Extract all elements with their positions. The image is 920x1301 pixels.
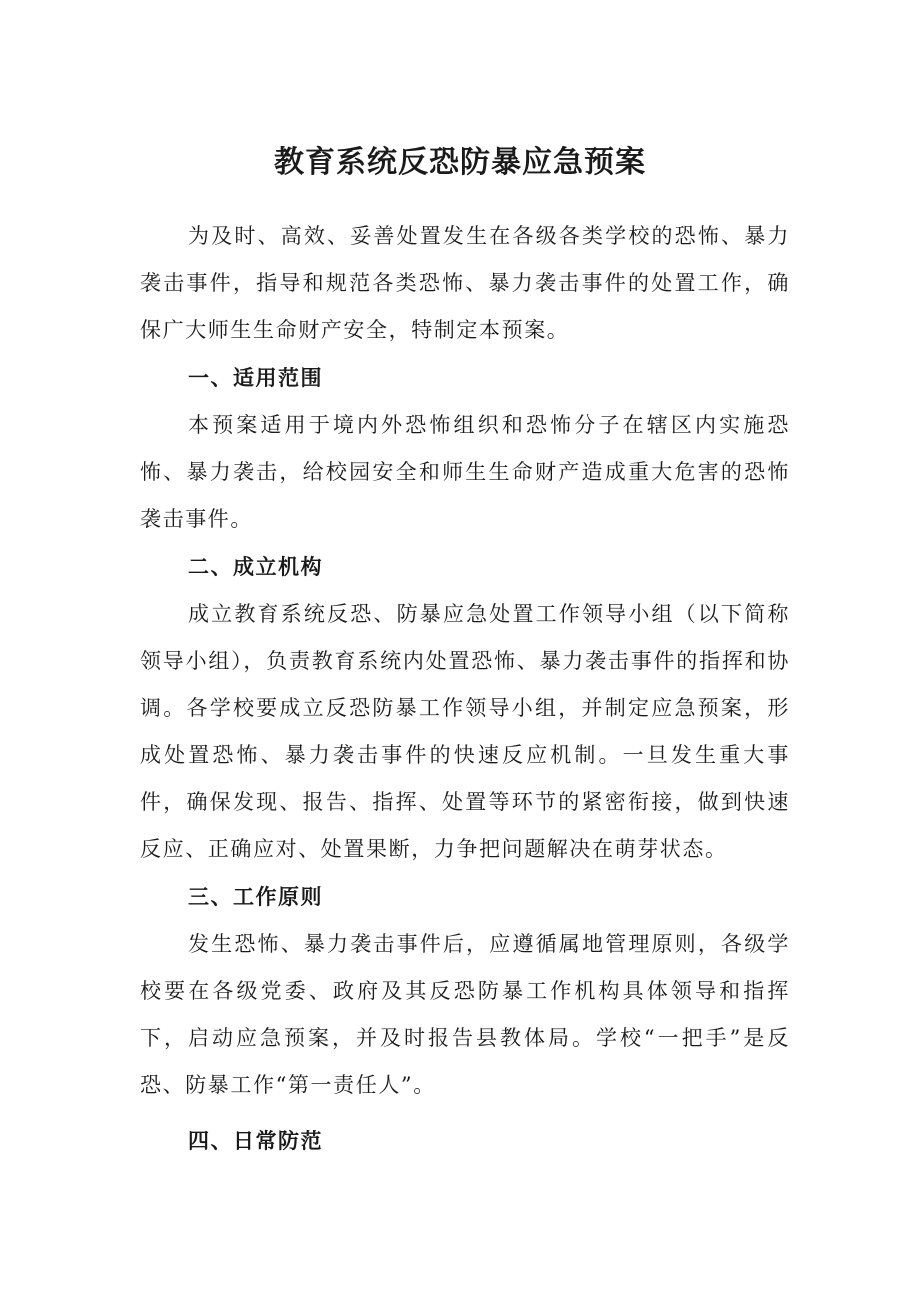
section-text-organization: 成立教育系统反恐、防暴应急处置工作领导小组（以下简称领导小组），负责教育系统内处置恐怖、暴力袭击事件的指挥和协调。各学校要成立反恐防暴工作领导小组，并制定应急预案，形成处置恐怖、暴力袭击事件的快速反应机制。一旦发生重大事件，确保发现、报告、指挥、处置等环节的紧密衔接，做到快速反应、正确应对、处置果断，力争把问题解决在萌芽状态。 bbox=[140, 602, 790, 861]
section-heading-prevention: 四、日常防范 bbox=[188, 1129, 323, 1153]
section-text-principles: 发生恐怖、暴力袭击事件后，应遵循属地管理原则，各级学校要在各级党委、政府及其反恐防暴工作机构具体领导和指挥下，启动应急预案，并及时报告县教体局。学校“一把手”是反恐、防暴工作“第一责任人”。 bbox=[140, 932, 790, 1097]
section-text-scope: 本预案适用于境内外恐怖组织和恐怖分子在辖区内实施恐怖、暴力袭击，给校园安全和师生生命财产造成重大危害的恐怖袭击事件。 bbox=[140, 413, 790, 531]
section-heading-scope: 一、适用范围 bbox=[188, 366, 323, 390]
document-body bbox=[140, 213, 790, 1165]
intro-paragraph: 为及时、高效、妥善处置发生在各级各类学校的恐怖、暴力袭击事件，指导和规范各类恐怖、暴力袭击事件的处置工作，确保广大师生生命财产安全，特制定本预案。 bbox=[140, 224, 790, 342]
section-heading-organization: 二、成立机构 bbox=[188, 555, 323, 579]
document-title: 教育系统反恐防暴应急预案 bbox=[274, 145, 646, 180]
section-heading-principles: 三、工作原则 bbox=[188, 885, 323, 909]
